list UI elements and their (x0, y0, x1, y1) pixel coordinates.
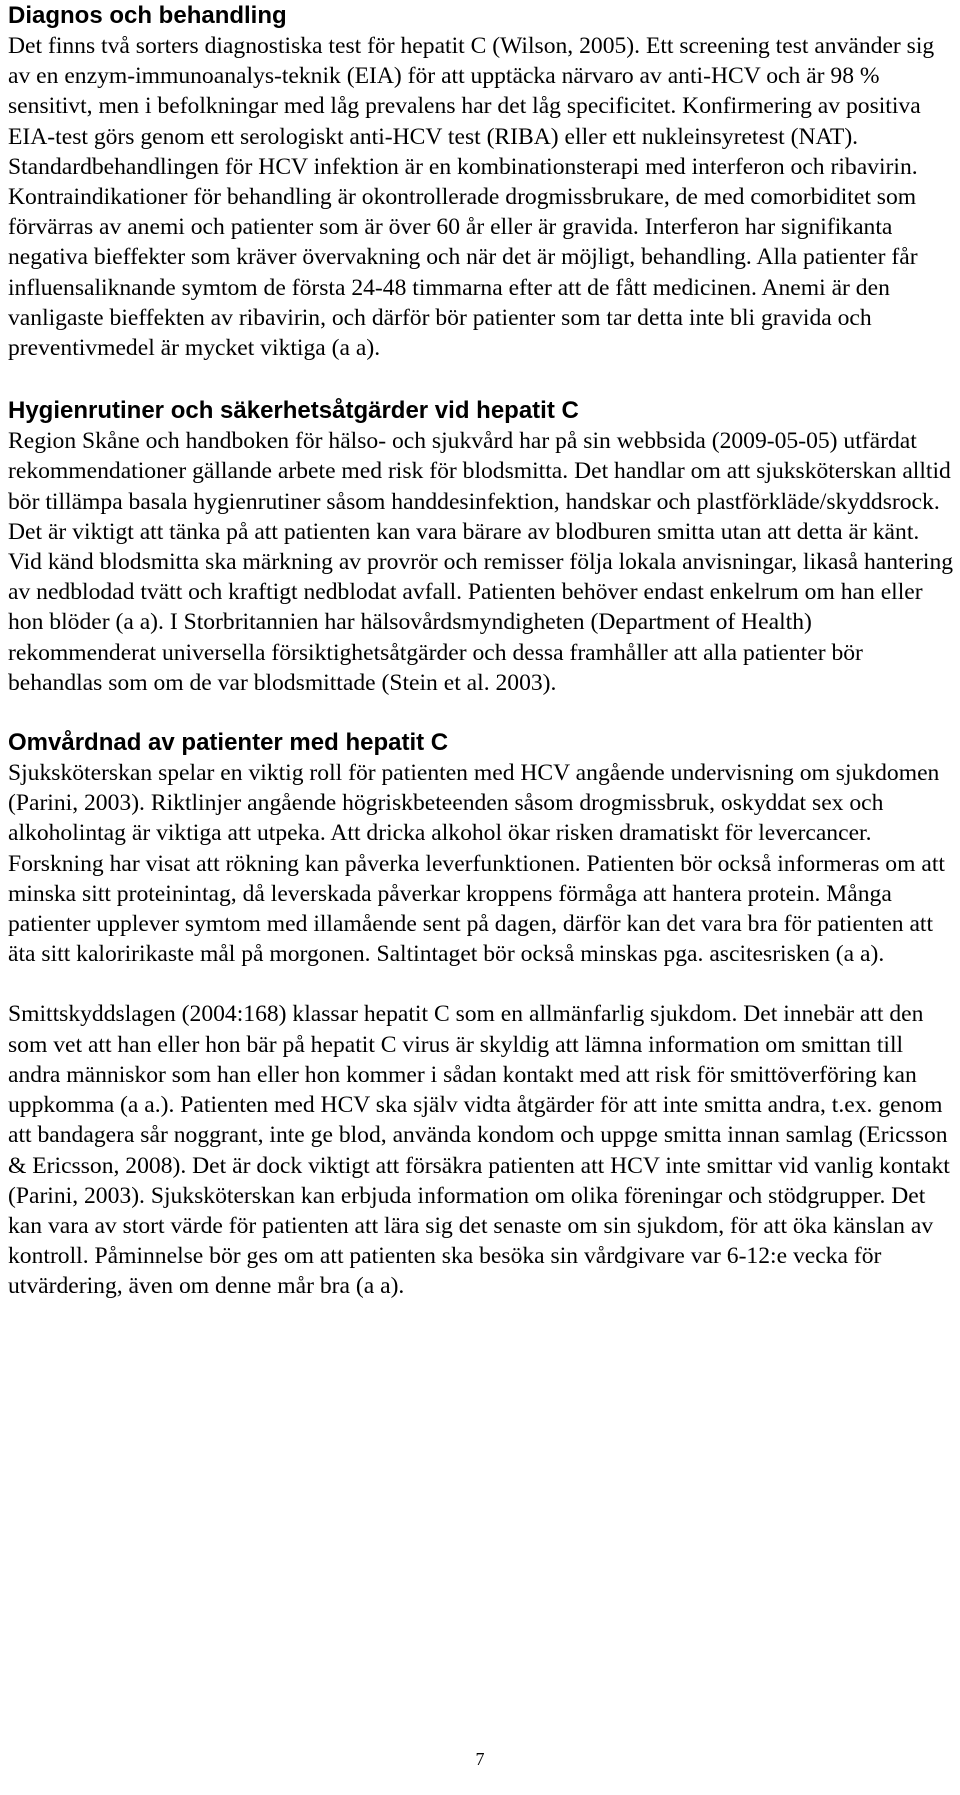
section-diagnos-och-behandling (8, 1, 954, 363)
document-content (8, 0, 954, 1302)
section-heading: Diagnos och behandling (8, 2, 287, 29)
section-hygienrutiner (8, 396, 954, 698)
section-heading: Hygienrutiner och säkerhetsåtgärder vid hepatit C (8, 397, 579, 425)
section-heading: Omvårdnad av patienter med hepatit C (8, 729, 449, 757)
section-smittskyddslagen (8, 999, 954, 1301)
section-paragraph: Region Skåne och handboken för hälso- och sjukvård har på sin webbsida (2009-05-05) utfärdat rekommendationer gällande arbete med risk för blodsmitta. Det handlar om att sjuksköterskan alltid bör tillämpa basala hygienrutiner såsom handdesinfektion, handskar och plastförkläde/skyddsrock. Det är viktigt att tänka på att patienten kan vara bärare av blodburen smitta utan att detta är känt. Vid känd blodsmitta ska märkning av provrör och remisser följa lokala anvisningar, likaså hantering av nedblodad tvätt och kraftigt nedblodat avfall. Patienten behöver endast enkelrum om han eller hon blöder (a a). I Storbritannien har hälsovårdsmyndigheten (Department of Health) rekommenderat universella försiktighetsåtgärder och dessa framhåller att alla patienter bör behandlas som om de var blodsmittade (Stein et al. 2003). (8, 428, 954, 696)
section-paragraph: Det finns två sorters diagnostiska test för hepatit C (Wilson, 2005). Ett screening test använder sig av en enzym-immunoanalys-teknik (EIA) för att upptäcka närvaro av anti-HCV och är 98 % sensitivt, men i befolkningar med låg prevalens har det låg specificitet. Konfirmering av positiva EIA-test görs genom ett serologiskt anti-HCV test (RIBA) eller ett nukleinsyretest (NAT). Standardbehandlingen för HCV infektion är en kombinationsterapi med interferon och ribavirin. Kontraindikationer för behandling är okontrollerade drogmissbrukare, de med comorbiditet som förvärras av anemi och patienter som är över 60 år eller är gravida. Interferon har signifikanta negativa bieffekter som kräver övervakning och när det är möjligt, behandling. Alla patienter får influensaliknande symtom de första 24-48 timmarna efter att de fått medicinen. Anemi är den vanligaste bieffekten av ribavirin, och därför bör patienter som tar detta inte bli gravida och preventivmedel är mycket viktiga (a a). (8, 33, 935, 362)
page-number: 7 (475, 1749, 485, 1769)
section-paragraph: Sjuksköterskan spelar en viktig roll för patienten med HCV angående undervisning om sjukdomen (Parini, 2003). Riktlinjer angående högriskbeteenden såsom drogmissbruk, oskyddat sex och alkoholintag är viktiga att utpeka. Att dricka alkohol ökar risken dramatiskt för levercancer. Forskning har visat att rökning kan påverka leverfunktionen. Patienten bör också informeras om att minska sitt proteinintag, då leverskada påverkar kroppens förmåga att hantera protein. Många patienter upplever symtom med illamående sent på dagen, därför kan det vara bra för patienten att äta sitt kaloririkaste mål på morgonen. Saltintaget bör också minskas pga. ascitesrisken (a a). (8, 760, 945, 968)
section-paragraph: Smittskyddslagen (2004:168) klassar hepatit C som en allmänfarlig sjukdom. Det innebär att den som vet att han eller hon bär på hepatit C virus är skyldig att lämna information om smittan till andra människor som han eller hon kommer i sådan kontakt med att risk för smittöverföring kan uppkomma (a a.). Patienten med HCV ska själv vidta åtgärder för att inte smitta andra, t.ex. genom att bandagera sår noggrant, inte ge blod, använda kondom och uppge smitta innan samlag (Ericsson & Ericsson, 2008). Det är dock viktigt att försäkra patienten att HCV inte smittar vid vanlig kontakt (Parini, 2003). Sjuksköterskan kan erbjuda information om olika föreningar och stödgrupper. Det kan vara av stort värde för patienten att lära sig det senaste om sin sjukdom, för att öka känslan av kontroll. Påminnelse bör ges om att patienten ska besöka sin vårdgivare var 6-12:e vecka för utvärdering, även om denne mår bra (a a). (8, 1001, 950, 1300)
section-omvardnad (8, 728, 954, 969)
